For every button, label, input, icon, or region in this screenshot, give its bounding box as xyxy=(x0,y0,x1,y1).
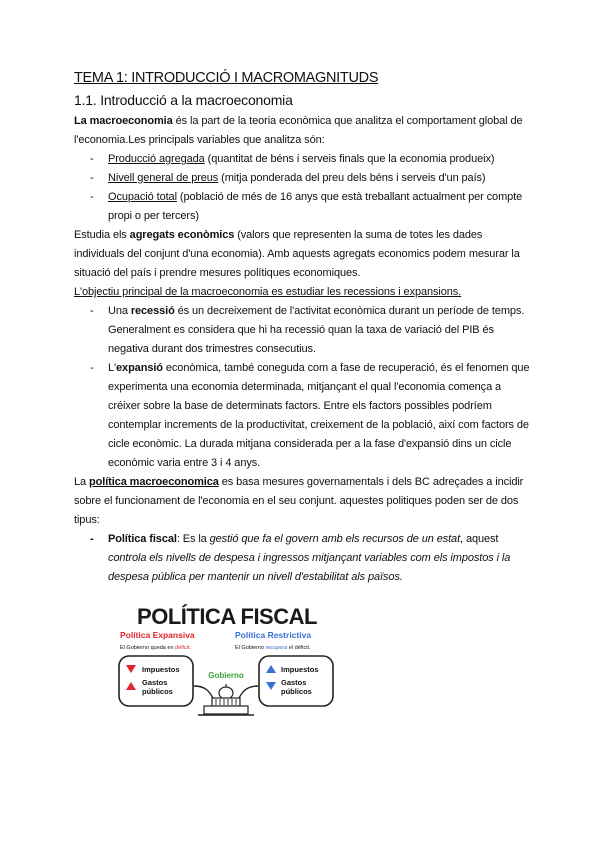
paragraph-text: es basa mesures governamentals i dels BC adreçades a incidir sobre el funcionament de l'economia en el seu conjunt. aquestes politiques poden ser de dos tipus: xyxy=(74,476,524,526)
list-item-text: (mitja ponderada del preu dels béns i serveis d'un país) xyxy=(218,172,486,184)
term-agregats: agregats econòmics xyxy=(129,229,235,241)
policy-list xyxy=(74,530,530,587)
term-expansio: expansió xyxy=(116,362,163,374)
list-item xyxy=(74,150,530,169)
center-label: Gobierno xyxy=(208,671,244,680)
left-title: Política Expansiva xyxy=(120,630,195,640)
paragraph-text: (valors que representen la suma de totes les dades individuals del conjunt d'una economia). Amb aquests agregats economics podem mesurar la situació del país i prendre mesures polítiques economiques. xyxy=(74,229,520,279)
list-item-label: Ocupació total xyxy=(108,191,177,203)
paragraph-macroeconomia xyxy=(74,112,530,150)
list-item xyxy=(74,169,530,188)
list-item-text: (quantitat de béns i serveis finals que la economia produeix) xyxy=(204,153,495,165)
right-item-impuestos: Impuestos xyxy=(281,665,319,674)
list-item-text: Una xyxy=(108,305,131,317)
list-item-text: és un decreixement de l'activitat econòmica durant un període de temps. Generalment es considera que hi ha recessió quan la taxa de variació del PIB és negativa durant dos trimestres consecutius. xyxy=(108,305,525,355)
paragraph-text: Estudia els xyxy=(74,229,130,241)
list-item-text: , aquest xyxy=(460,533,499,545)
list-item-text: : Es la xyxy=(176,533,210,545)
page-title: TEMA 1: INTRODUCCIÓ I MACROMAGNITUDS xyxy=(74,70,379,86)
document-page xyxy=(74,70,530,587)
list-item-text: L' xyxy=(108,362,117,374)
objective-line: L'objectiu principal de la macroeconomia es estudiar les recessions i expansions. xyxy=(74,286,462,298)
right-title: Política Restrictiva xyxy=(235,630,312,640)
left-item-publicos: públicos xyxy=(142,687,173,696)
list-item-text: econòmica, també coneguda com a fase de recuperació, és el fenomen que experimenta una economia determinada, mitjançant el qual l'economia comença a créixer sobre la base de determinats factors. Entre els factors possibles podríem contemplar increments de la productivitat, creixement de la població, així com factors de cicle econòmic. La durada mitjana considerada per a la fase d'expansió dins un cicle econòmic varia entre 3 i 4 anys. xyxy=(108,362,530,469)
list-item-italic: controla els nivells de despesa i ingressos mitjançant variables com els impostos i la despesa pública per mantenir un nivell d'estabilitat als països. xyxy=(108,552,511,583)
right-item-gastos: Gastos xyxy=(281,678,307,687)
right-subtitle: El Gobierno recupera el déficit. xyxy=(235,645,311,651)
fiscal-policy-svg xyxy=(118,602,336,722)
term-politica-fiscal: Política fiscal xyxy=(108,533,177,545)
left-item-gastos: Gastos xyxy=(142,678,168,687)
left-item-impuestos: Impuestos xyxy=(142,665,180,674)
right-item-publicos: públicos xyxy=(281,687,312,696)
list-item xyxy=(74,302,530,359)
list-item xyxy=(74,359,530,473)
fiscal-policy-figure xyxy=(118,602,336,722)
paragraph-agregats xyxy=(74,226,530,283)
cycle-list xyxy=(74,302,530,473)
list-item-italic: gestió que fa el govern amb els recursos de un estat xyxy=(209,533,461,545)
paragraph-politica xyxy=(74,473,530,530)
figure-title: POLÍTICA FISCAL xyxy=(137,604,317,629)
list-item-text: (població de més de 16 anys que està treballant actualment per compte propi o per tercers) xyxy=(108,191,523,222)
list-item-label: Producció agregada xyxy=(108,153,205,165)
list-item xyxy=(74,188,530,226)
list-item xyxy=(74,530,530,587)
variables-list xyxy=(74,150,530,226)
paragraph-text: La xyxy=(74,476,89,488)
left-subtitle: El Gobierno queda en déficit. xyxy=(120,645,191,651)
list-item-label: Nivell general de preus xyxy=(108,172,219,184)
paragraph-text: és la part de la teoria econòmica que analitza el comportament global de l'economia.Les principals variables que analitza són: xyxy=(74,115,523,146)
section-heading: 1.1. Introducció a la macroeconomia xyxy=(74,92,293,108)
term-recessio: recessió xyxy=(130,305,175,317)
term-macroeconomia: La macroeconomia xyxy=(74,115,173,127)
term-politica-macro: política macroeconomica xyxy=(89,476,219,488)
